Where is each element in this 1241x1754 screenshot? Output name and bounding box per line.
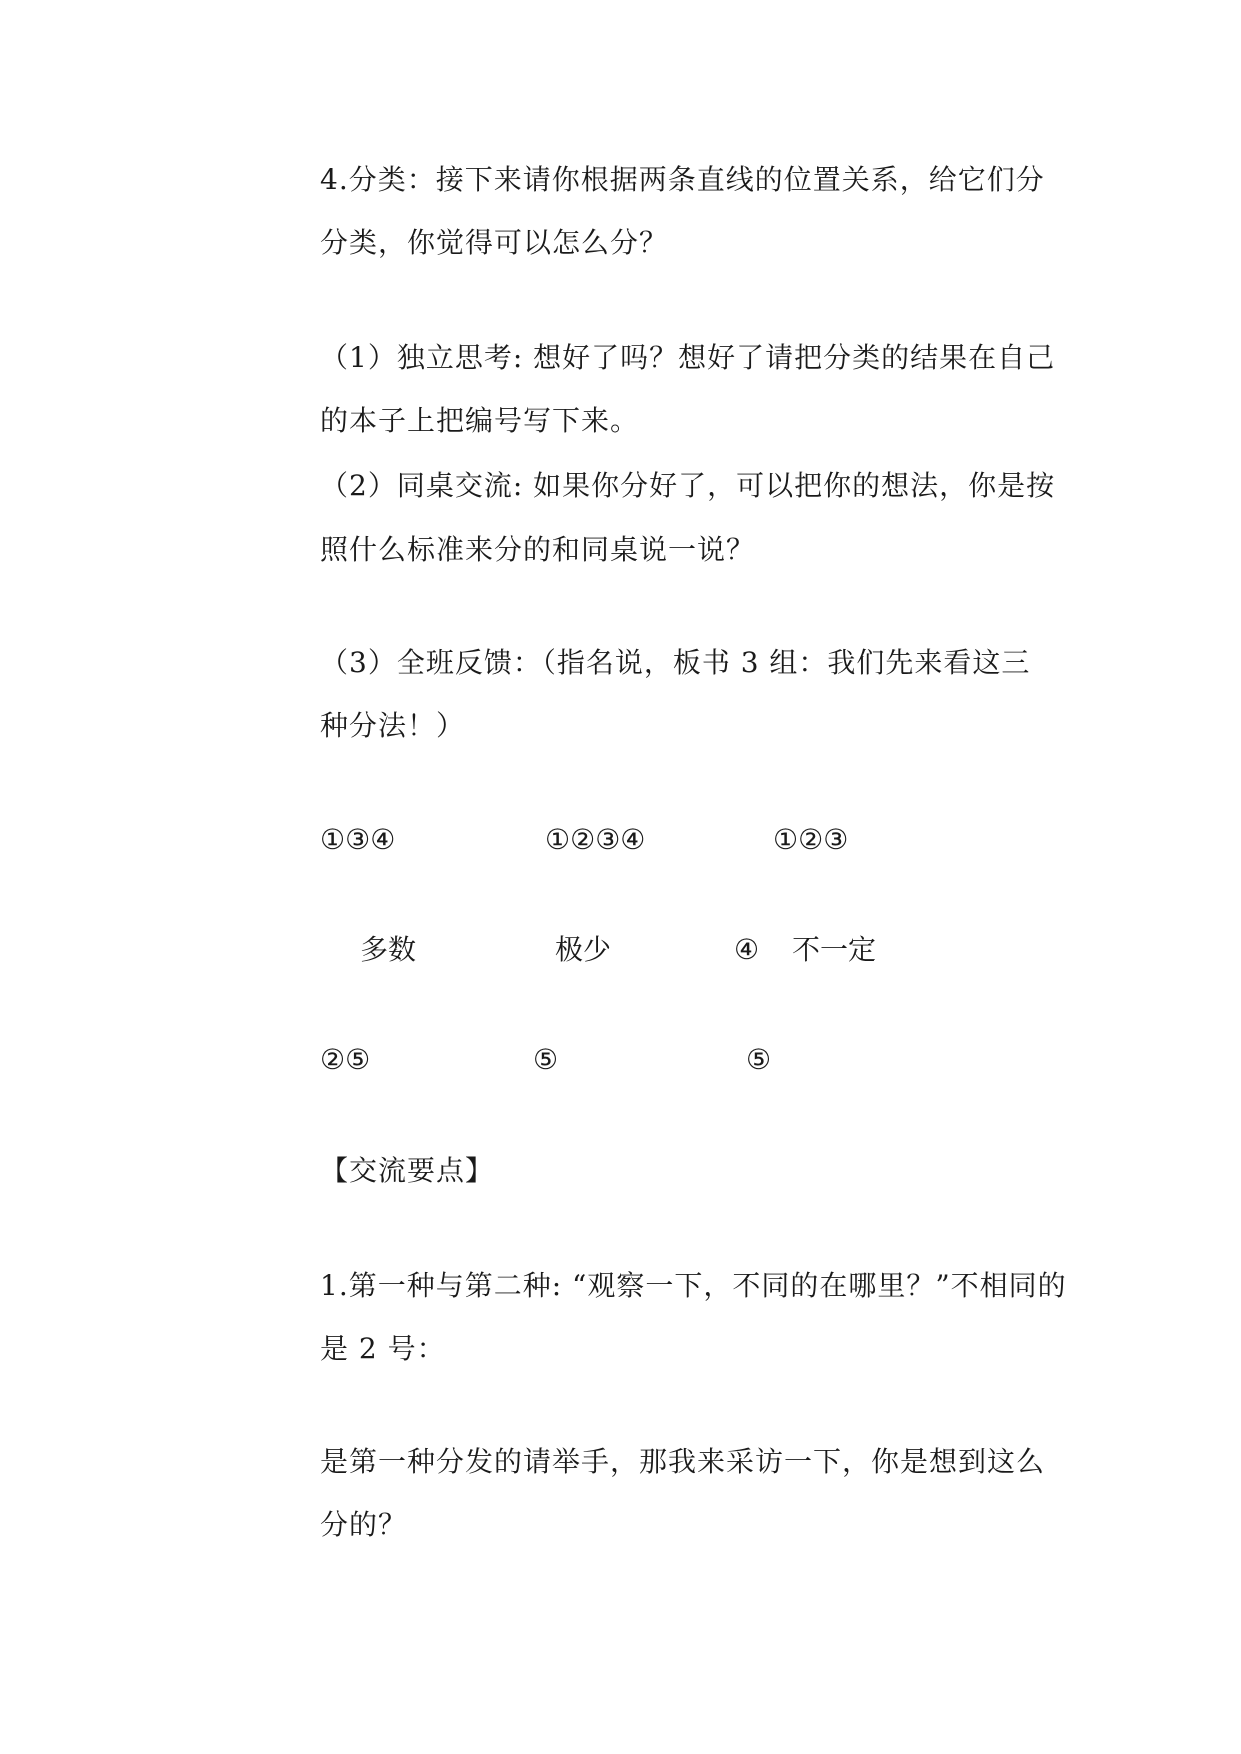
step3-line2: 种分法！） <box>320 709 466 742</box>
section4-line1: 4.分类：接下来请你根据两条直线的位置关系，给它们分 <box>320 163 1045 196</box>
step3-line1: （3）全班反馈：（指名说，板书 3 组：我们先来看这三 <box>320 646 1031 679</box>
key-point1-line1: 1.第一种与第二种: “观察一下，不同的在哪里？”不相同的 <box>320 1269 1067 1302</box>
step1-line1: （1）独立思考: 想好了吗？想好了请把分类的结果在自己 <box>320 341 1056 374</box>
board-row2-label2: 极少 <box>555 933 612 966</box>
board-row3-group3: ⑤ <box>746 1043 772 1076</box>
board-row1-group1: ①③④ <box>320 823 396 856</box>
board-row1-group2: ①②③④ <box>545 823 646 856</box>
key-point2-line2: 分的？ <box>320 1508 408 1541</box>
board-row2-label1: 多数 <box>360 933 417 966</box>
board-row3-group2: ⑤ <box>533 1043 559 1076</box>
key-points-title: 【交流要点】 <box>320 1154 495 1187</box>
step1-line2: 的本子上把编号写下来。 <box>320 404 640 437</box>
board-row1-group3: ①②③ <box>773 823 849 856</box>
step2-line1: （2）同桌交流: 如果你分好了，可以把你的想法，你是按 <box>320 469 1056 502</box>
key-point2-line1: 是第一种分发的请举手，那我来采访一下，你是想到这么 <box>320 1445 1046 1478</box>
board-row2-number: ④ <box>734 933 760 966</box>
step2-line2: 照什么标准来分的和同桌说一说？ <box>320 533 756 566</box>
section4-line2: 分类，你觉得可以怎么分？ <box>320 226 669 259</box>
board-row2-label3: 不一定 <box>792 933 877 966</box>
key-point1-line2: 是 2 号： <box>320 1332 446 1365</box>
board-row3-group1: ②⑤ <box>320 1043 371 1076</box>
